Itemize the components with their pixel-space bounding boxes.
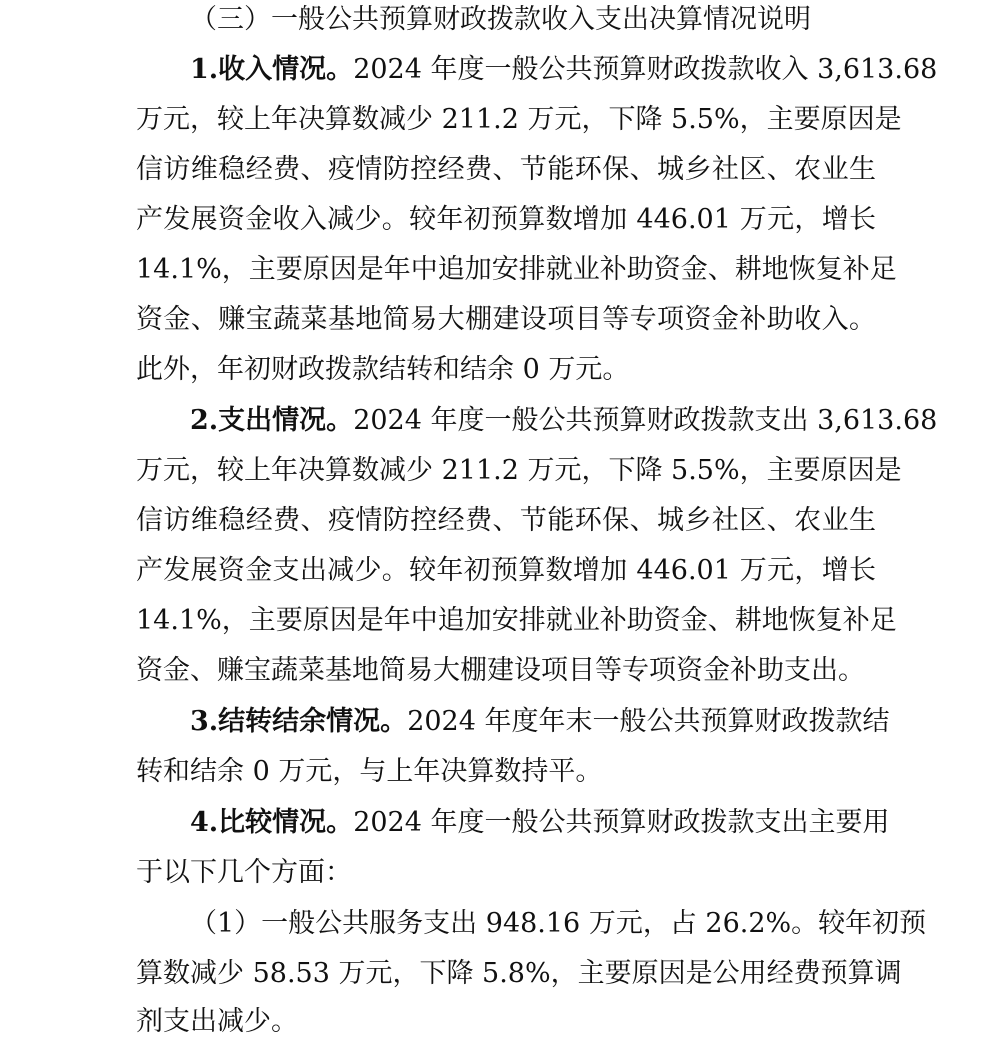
paragraph-4-line-2: 于以下几个方面： — [136, 857, 352, 888]
paragraph-1-line-3: 信访维稳经费、疫情防控经费、节能环保、城乡社区、农业生 — [136, 154, 876, 185]
paragraph-2-line-3: 信访维稳经费、疫情防控经费、节能环保、城乡社区、农业生 — [136, 505, 876, 536]
paragraph-2-line-2: 万元，较上年决算数减少 211.2 万元，下降 5.5%，主要原因是 — [136, 455, 902, 486]
paragraph-2-lead: 2.支出情况。 — [190, 405, 354, 436]
paragraph-2-line-5: 14.1%，主要原因是年中追加安排就业补助资金、耕地恢复补足 — [136, 605, 897, 636]
paragraph-4-lead: 4.比较情况。 — [190, 807, 354, 838]
paragraph-5-line-3: 剂支出减少。 — [136, 1006, 298, 1037]
paragraph-3-line-1-text: 2024 年度年末一般公共预算财政拨款结 — [407, 706, 890, 737]
paragraph-1-line-2: 万元，较上年决算数减少 211.2 万元，下降 5.5%，主要原因是 — [136, 104, 902, 135]
paragraph-2-line-1-text: 2024 年度一般公共预算财政拨款支出 3,613.68 — [353, 405, 938, 436]
paragraph-1-line-7: 此外，年初财政拨款结转和结余 0 万元。 — [136, 354, 630, 385]
paragraph-1-line-5: 14.1%，主要原因是年中追加安排就业补助资金、耕地恢复补足 — [136, 254, 897, 285]
paragraph-1-line-1 — [190, 50, 938, 90]
paragraph-5-line-1: （1）一般公共服务支出 948.16 万元，占 26.2%。较年初预 — [190, 908, 927, 939]
section-heading: （三）一般公共预算财政拨款收入支出决算情况说明 — [190, 4, 811, 35]
paragraph-1-line-4: 产发展资金收入减少。较年初预算数增加 446.01 万元，增长 — [136, 204, 876, 235]
paragraph-1-line-6: 资金、赚宝蔬菜基地简易大棚建设项目等专项资金补助收入。 — [136, 304, 876, 335]
paragraph-5-line-2: 算数减少 58.53 万元，下降 5.8%，主要原因是公用经费预算调 — [136, 958, 902, 989]
paragraph-3-line-1 — [190, 702, 890, 742]
paragraph-3-lead: 3.结转结余情况。 — [190, 706, 408, 737]
paragraph-1-lead: 1.收入情况。 — [190, 54, 354, 85]
paragraph-4-line-1-text: 2024 年度一般公共预算财政拨款支出主要用 — [353, 807, 890, 838]
paragraph-2-line-1 — [190, 401, 938, 441]
paragraph-2-line-4: 产发展资金支出减少。较年初预算数增加 446.01 万元，增长 — [136, 555, 876, 586]
paragraph-1-line-1-text: 2024 年度一般公共预算财政拨款收入 3,613.68 — [353, 54, 938, 85]
paragraph-2-line-6: 资金、赚宝蔬菜基地简易大棚建设项目等专项资金补助支出。 — [136, 655, 865, 686]
paragraph-3-line-2: 转和结余 0 万元，与上年决算数持平。 — [136, 756, 603, 787]
paragraph-4-line-1 — [190, 803, 890, 843]
